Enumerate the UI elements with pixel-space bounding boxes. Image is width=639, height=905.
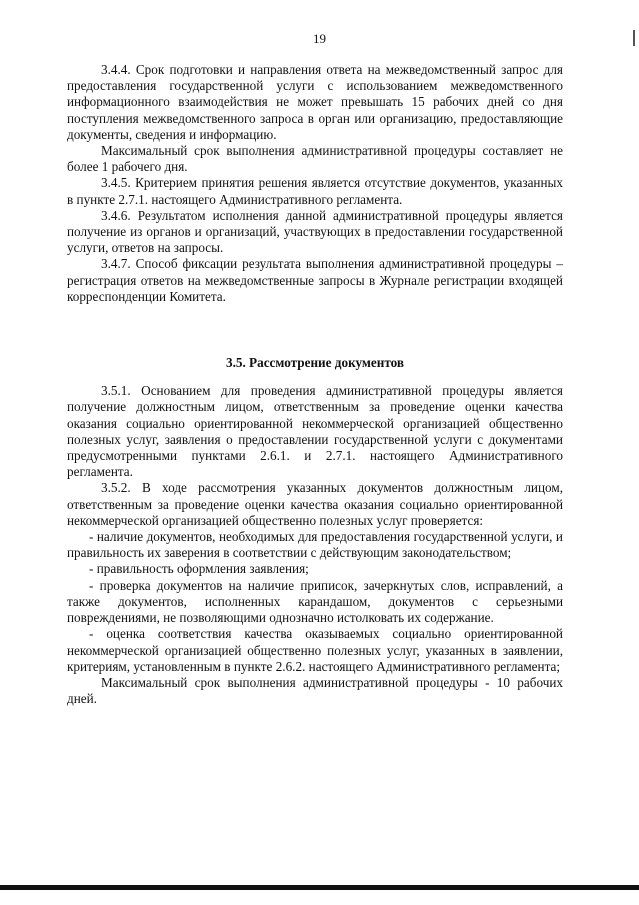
list-item-documents: - наличие документов, необходимых для предоставления государственной услуги, и правильность их заверения в соответствии с действующим законодательством;: [67, 529, 563, 561]
bottom-scan-edge: [0, 885, 639, 890]
section-heading: 3.5. Рассмотрение документов: [225, 355, 405, 371]
document-body: [67, 62, 563, 707]
list-item-quality-assessment: - оценка соответствия качества оказываемых социально ориентированной некоммерческой организацией общественно полезных услуг, указанных в заявлении, критериям, установленным в пункте 2.6.2. настоящего Административного регламента;: [67, 626, 563, 674]
paragraph-3-4-7: 3.4.7. Способ фиксации результата выполнения административной процедуры – регистрация ответов на межведомственные запросы в Журнале регистрации входящей корреспонденции Комитета.: [67, 256, 563, 304]
paragraph-3-5-2: 3.5.2. В ходе рассмотрения указанных документов должностным лицом, ответственным за проведение оценки качества оказания социально ориентированной некоммерческой организацией общественно полезных услуг проверяется:: [67, 480, 563, 528]
paragraph-3-4-5: 3.4.5. Критерием принятия решения является отсутствие документов, указанных в пункте 2.7.1. настоящего Административного регламента.: [67, 175, 563, 207]
paragraph-3-4-6: 3.4.6. Результатом исполнения данной административной процедуры является получение из органов и организаций, участвующих в предоставлении государственной услуги, ответов на запросы.: [67, 207, 563, 256]
list-item-corrections-check: - проверка документов на наличие приписок, зачеркнутых слов, исправлений, а также документов, исполненных карандашом, документов с серьезными повреждениями, не позволяющими однозначно истолковать их содержание.: [67, 577, 563, 626]
paragraph-max-term-2: Максимальный срок выполнения административной процедуры - 10 рабочих дней.: [67, 674, 563, 707]
page-number: 19: [313, 31, 326, 46]
paragraph-3-5-1: 3.5.1. Основанием для проведения административной процедуры является получение должностным лицом, ответственным за проведение оценки качества оказания социально ориентированной некоммерческой организацией общественно полезных услуг, заявления о предоставлении государственной услуги с документами предусмотренными пунктами 2.6.1. и 2.7.1. настоящего Административного регламента.: [67, 383, 563, 480]
paragraph-max-term-1: Максимальный срок выполнения административной процедуры составляет не более 1 рабочего дня.: [67, 143, 563, 175]
paragraph-3-4-4: 3.4.4. Срок подготовки и направления ответа на межведомственный запрос для предоставления государственной услуги с использованием межведомственного информационного взаимодействия не может превышать 15 рабочих дней со дня поступления межведомственного запроса в орган или организацию, предоставляющие документы, сведения и информацию.: [67, 62, 563, 142]
list-item-application-form: - правильность оформления заявления;: [89, 561, 309, 577]
section-gap: [67, 305, 563, 355]
